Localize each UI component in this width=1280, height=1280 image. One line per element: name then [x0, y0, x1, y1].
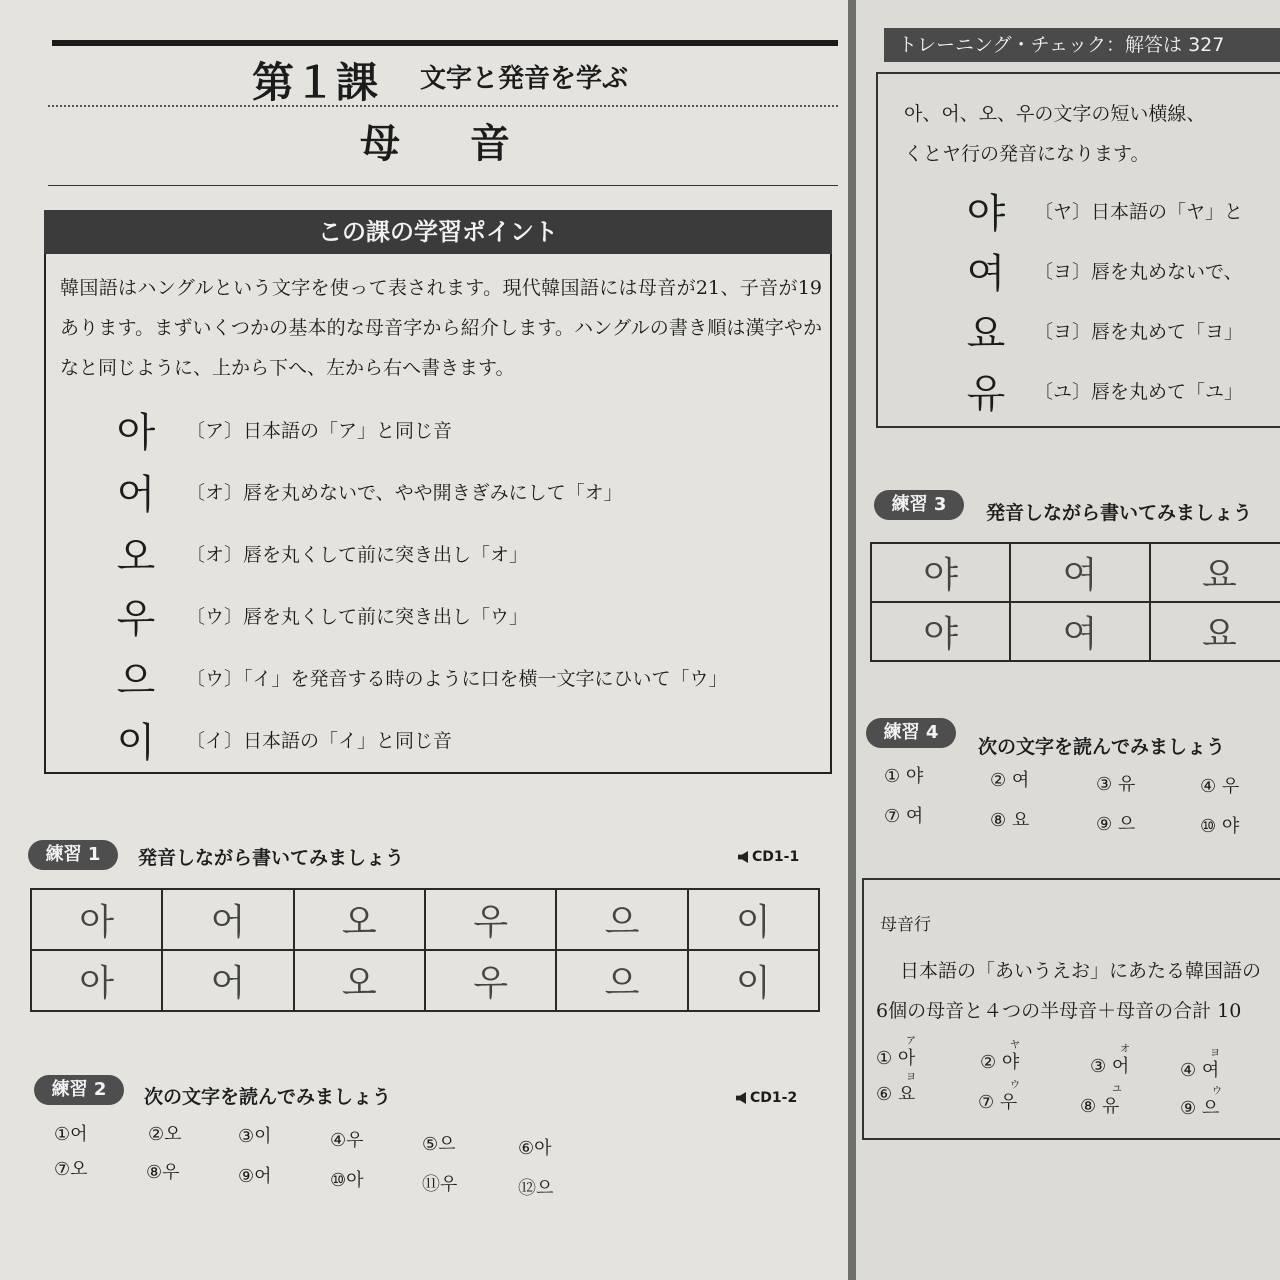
reading-item: ⑧ 요 — [990, 810, 1030, 831]
semivowel-desc: 〔ヨ〕唇を丸めないで、 — [1034, 260, 1243, 283]
vowel-row — [106, 584, 728, 646]
reading-item: ⑨ 으 — [1096, 814, 1136, 835]
speaker-icon — [738, 851, 748, 863]
exercise-1-title: 発音しながら書いてみましょう — [138, 847, 405, 869]
vowel-row-item: ⑥ 요 — [876, 1084, 916, 1105]
grid-cell[interactable]: 우 — [425, 950, 556, 1011]
reading-item: ⑥아 — [518, 1138, 552, 1159]
ruby-reading: ユ — [1112, 1084, 1122, 1095]
vowel-row-item: ⑨ 으 — [1180, 1098, 1220, 1119]
vowel-char: 어 — [116, 471, 156, 518]
semivowel-row — [956, 240, 1280, 300]
semivowel-row — [956, 360, 1280, 420]
grid-cell[interactable]: 아 — [31, 889, 162, 950]
grid-cell[interactable]: 우 — [425, 889, 556, 950]
intro-line: 아、어、오、우の文字の短い横線、 — [904, 103, 1206, 125]
title-rule — [48, 185, 838, 186]
exercise-3-badge: 練習 3 — [874, 490, 964, 520]
reading-item: ⑩아 — [330, 1170, 364, 1191]
semivowel-desc: 〔ヤ〕日本語の「ヤ」と — [1034, 200, 1244, 223]
grid-cell[interactable]: 어 — [162, 950, 293, 1011]
vowel-desc: 〔オ〕唇を丸めないで、やや開きぎみにして「オ」 — [186, 481, 623, 504]
vowel-row — [106, 460, 728, 522]
grid-cell[interactable]: 여 — [1010, 602, 1149, 661]
reading-item: ④ 우 — [1200, 776, 1240, 797]
vowel-row — [106, 708, 728, 770]
reading-item: ⑫으 — [518, 1178, 554, 1199]
semivowel-desc: 〔ユ〕唇を丸めて「ユ」 — [1034, 380, 1244, 403]
vowel-row-item: ⑦ 우 — [978, 1092, 1018, 1113]
vowel-desc: 〔オ〕唇を丸くして前に突き出し「オ」 — [186, 543, 529, 566]
vowel-row-line: 6個の母音と４つの半母音＋母音の合計 10 — [876, 1000, 1242, 1022]
lesson-number: 第１課 — [252, 58, 379, 107]
reading-item: ⑪우 — [422, 1174, 458, 1195]
grid-cell[interactable]: 으 — [556, 950, 687, 1011]
vowel-char: 오 — [116, 533, 156, 580]
semivowel-intro — [904, 94, 1280, 174]
exercise-4-title: 次の文字を読んでみましょう — [978, 736, 1226, 758]
exercise-2-badge: 練習 2 — [34, 1075, 124, 1105]
grid-cell[interactable]: 오 — [294, 889, 425, 950]
grid-cell[interactable]: 야 — [871, 543, 1010, 602]
reading-item: ① 야 — [884, 766, 924, 787]
ruby-reading: ヤ — [1010, 1040, 1020, 1051]
intro-paragraph: 韓国語はハングルという文字を使って表されます。現代韓国語には母音が21、子音が19あります。まずいくつかの基本的な母音字から紹介します。ハングルの書き順は漢字やかなと同じように、上から下へ、左から右へ書きます。 — [60, 277, 822, 379]
ruby-reading: オ — [1120, 1044, 1130, 1055]
book-gutter — [848, 0, 856, 1280]
exercise-2-audio[interactable] — [736, 1090, 797, 1106]
semivowel-row — [956, 180, 1280, 240]
grid-cell[interactable]: 요 — [1150, 602, 1280, 661]
vowel-row-item: ③ 어 — [1090, 1056, 1130, 1077]
exercise-1-audio[interactable] — [738, 849, 799, 865]
cd-track-label: CD1-1 — [752, 849, 800, 865]
grid-cell[interactable]: 으 — [556, 889, 687, 950]
exercise-3-grid — [870, 542, 1280, 662]
vowel-row-item: ⑧ 유 — [1080, 1096, 1120, 1117]
reading-item: ⑦오 — [54, 1159, 88, 1180]
grid-cell[interactable]: 이 — [688, 950, 819, 1011]
vowel-row — [106, 522, 728, 584]
speaker-icon — [736, 1092, 746, 1104]
reading-item: ② 여 — [990, 770, 1030, 791]
reading-item: ②오 — [148, 1124, 182, 1145]
intro-line: くとヤ行の発音になります。 — [904, 143, 1150, 165]
semivowel-char: 여 — [966, 250, 1006, 297]
exercise-3-title: 発音しながら書いてみましょう — [986, 502, 1253, 524]
dotted-divider — [48, 105, 838, 107]
ruby-reading: ア — [906, 1036, 916, 1047]
ruby-reading: ヨ — [1210, 1048, 1220, 1059]
exercise-1-badge: 練習 1 — [28, 840, 118, 870]
reading-item: ④우 — [330, 1130, 364, 1151]
vowel-char: 아 — [116, 409, 156, 456]
grid-cell[interactable]: 아 — [31, 950, 162, 1011]
vowel-row-item: ② 야 — [980, 1052, 1020, 1073]
vowel-row-heading: 母音行 — [880, 915, 931, 935]
semivowel-char: 야 — [966, 190, 1006, 237]
reading-item: ⑦ 여 — [884, 806, 924, 827]
grid-cell[interactable]: 야 — [871, 602, 1010, 661]
vowel-desc: 〔ウ〕唇を丸くして前に突き出し「ウ」 — [186, 605, 529, 628]
exercise-2-title: 次の文字を読んでみましょう — [144, 1086, 392, 1108]
reading-item: ⑨어 — [238, 1166, 272, 1187]
semivowel-list — [956, 180, 1280, 420]
vowel-desc: 〔ウ〕「イ」を発音する時のように口を横一文字にひいて「ウ」 — [186, 667, 728, 690]
reading-item: ⑤으 — [422, 1134, 456, 1155]
header-rule — [52, 40, 838, 46]
vowel-char: 우 — [116, 595, 156, 642]
vowel-desc: 〔ア〕日本語の「ア」と同じ音 — [186, 419, 453, 442]
vowel-desc: 〔イ〕日本語の「イ」と同じ音 — [186, 729, 453, 752]
reading-item: ③ 유 — [1096, 774, 1136, 795]
reading-item: ③이 — [238, 1126, 272, 1147]
semivowel-char: 요 — [966, 310, 1006, 357]
vowel-char: 이 — [116, 719, 156, 766]
exercise-4-badge: 練習 4 — [866, 718, 956, 748]
vowel-row-line: 日本語の「あいうえお」にあたる韓国語の — [900, 960, 1262, 982]
reading-item: ①어 — [54, 1124, 88, 1145]
vowel-char: 으 — [116, 657, 156, 704]
lesson-subtitle: 文字と発音を学ぶ — [420, 64, 629, 94]
exercise-1-grid — [30, 888, 820, 1012]
grid-cell[interactable]: 이 — [688, 889, 819, 950]
grid-cell[interactable]: 오 — [294, 950, 425, 1011]
reading-item: ⑧우 — [146, 1162, 180, 1183]
ruby-reading: ウ — [1010, 1080, 1020, 1091]
grid-cell[interactable]: 어 — [162, 889, 293, 950]
training-check-tab: トレーニング・チェック：解答は 327 — [884, 28, 1280, 62]
semivowel-row — [956, 300, 1280, 360]
ruby-reading: ヨ — [906, 1072, 916, 1083]
grid-cell[interactable]: 요 — [1150, 543, 1280, 602]
vowel-row-item: ① 아 — [876, 1048, 916, 1069]
cd-track-label: CD1-2 — [750, 1090, 798, 1106]
vowel-row — [106, 398, 728, 460]
vowel-list — [106, 398, 728, 770]
semivowel-desc: 〔ヨ〕唇を丸めて「ヨ」 — [1034, 320, 1244, 343]
learning-points-title: この課の学習ポイント — [318, 218, 558, 246]
reading-item: ⑩ 야 — [1200, 816, 1240, 837]
vowel-row-item: ④ 여 — [1180, 1060, 1220, 1081]
semivowel-char: 유 — [966, 370, 1006, 417]
grid-cell[interactable]: 여 — [1010, 543, 1149, 602]
vowel-row — [106, 646, 728, 708]
page-title: 母 音 — [360, 120, 538, 167]
ruby-reading: ウ — [1212, 1086, 1222, 1097]
